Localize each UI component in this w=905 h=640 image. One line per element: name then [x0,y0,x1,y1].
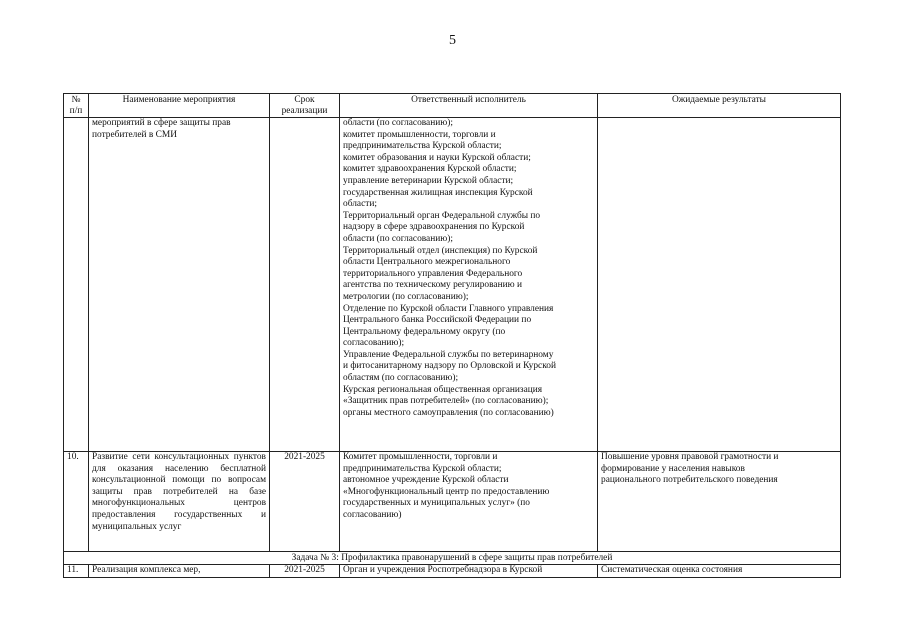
executor-line: согласованию); [343,338,405,349]
cell-term: 2021-2025 [270,452,340,552]
header-row [64,94,841,118]
table-row-11 [64,565,841,578]
page-number: 5 [449,33,456,48]
executor-line: государственная жилищная инспекция Курской [343,187,533,198]
cell-num: 11. [64,565,89,578]
cell-num [64,118,89,452]
header-name: Наименование мероприятия [89,94,270,118]
executor-line: управление ветеринарии Курской области; [343,175,514,186]
executor-line: надзору в сфере здравоохранения по Курской [343,222,525,233]
cell-executor [340,118,598,452]
cell-results: Систематическая оценка состояния [598,565,841,578]
measures-table [63,93,841,578]
header-executor: Ответственный исполнитель [340,94,598,118]
cell-term: 2021-2025 [270,565,340,578]
table-row-10 [64,452,841,552]
cell-executor: Орган и учреждения Роспотребнадзора в Курской [340,565,598,578]
task-row [64,552,841,565]
cell-executor [340,452,598,552]
executor-line: предпринимательства Курской области; [343,141,502,152]
cell-num: 10. [64,452,89,552]
executor-line: Управление Федеральной службы по ветеринарному [343,349,554,360]
cell-results [598,452,841,552]
executor-line: области (по согласованию); [343,118,453,128]
executor-line: «Защитник прав потребителей» (по согласованию); [343,396,549,407]
executor-line: «Многофункциональный центр по предоставлению [343,486,550,497]
executor-line: Центрального банка Российской Федерации по [343,315,532,326]
executor-line: области (по согласованию); [343,233,453,244]
executor-line: Территориальный орган Федеральной службы по [343,210,541,221]
cell-name: мероприятий в сфере защиты прав потребителей в СМИ [89,118,270,452]
header-num-text: № п/п [69,95,83,116]
executor-line: метрологии (по согласованию); [343,291,469,302]
executor-line: агентства по техническому регулированию и [343,280,522,291]
result-line: рационального потребительского поведения [601,475,778,486]
table-row-continued [64,118,841,452]
executor-line: Курская региональная общественная организация [343,384,543,395]
executor-line: Центральному федеральному округу (по [343,326,506,337]
executor-line: согласованию) [343,509,402,520]
result-line: Повышение уровня правовой грамотности и [601,452,779,462]
result-line: формирование у населения навыков [601,463,745,474]
header-term: Срок реализации [270,94,340,118]
header-num [64,94,89,118]
executor-line: области Центрального межрегионального [343,257,511,268]
executor-line: Комитет промышленности, торговли и [343,452,498,462]
executor-line: автономное учреждение Курской области [343,475,509,486]
executor-line: и фитосанитарному надзору по Орловской и Курской [343,361,556,372]
executor-line: территориального управления Федерального [343,268,523,279]
cell-name: Развитие сети консультационных пунктов для оказания населению бесплатной консультационной помощи по вопросам защиты прав потребителей на базе многофункциональных центров предоставления государственных и муниципальных услуг [89,452,270,552]
cell-results [598,118,841,452]
executor-line: государственных и муниципальных услуг» (по [343,498,530,509]
header-results: Ожидаемые результаты [598,94,841,118]
executor-line: области; [343,199,377,210]
cell-term [270,118,340,452]
executor-line: предпринимательства Курской области; [343,463,502,474]
executor-line: областям (по согласованию); [343,373,459,384]
executor-line: комитет промышленности, торговли и [343,129,496,140]
executor-line: Отделение по Курской области Главного управления [343,303,554,314]
executor-line: комитет образования и науки Курской области; [343,152,531,163]
task-heading: Задача № 3: Профилактика правонарушений в сфере защиты прав потребителей [64,552,841,565]
executor-line: Территориальный отдел (инспекция) по Курской [343,245,538,256]
executor-line: органы местного самоуправления (по согласованию) [343,407,554,418]
cell-name: Реализация комплекса мер, [89,565,270,578]
executor-line: комитет здравоохранения Курской области; [343,164,517,175]
